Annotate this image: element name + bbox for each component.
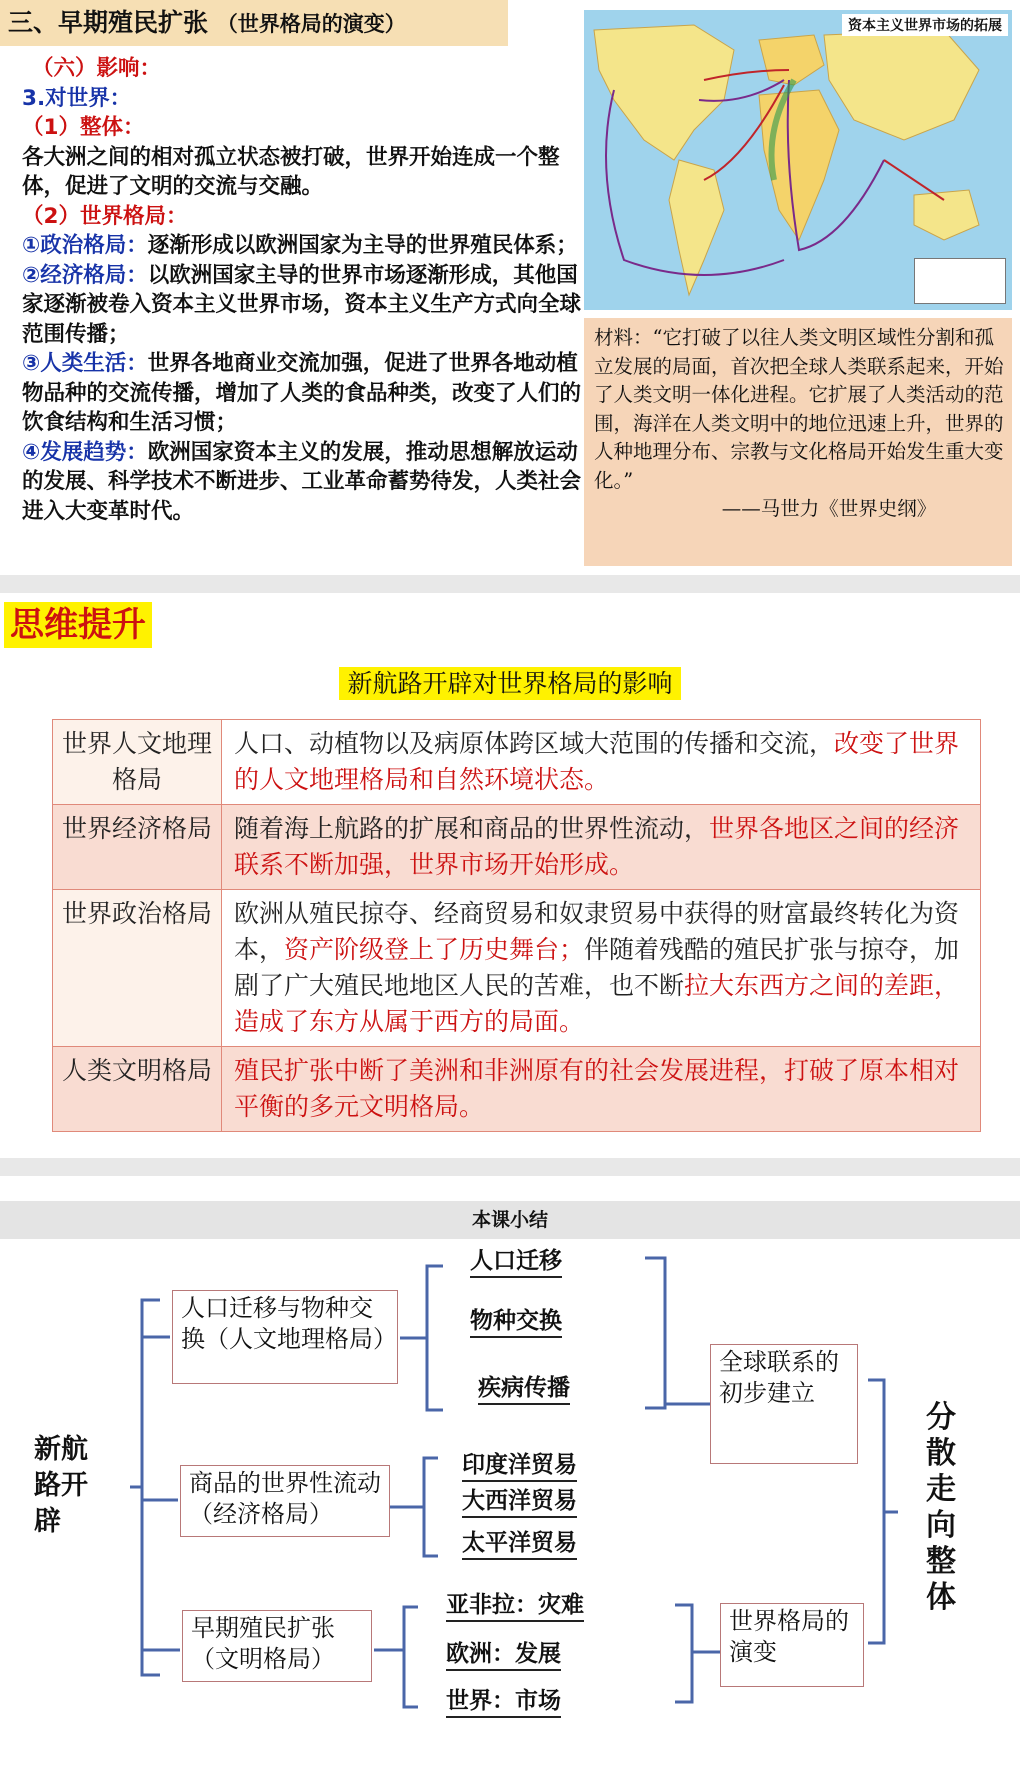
impact-heading: （六）影响： [32,56,162,81]
item-label: ③人类生活： [22,351,148,376]
map-title: 资本主义世界市场的拓展 [842,14,1008,36]
group-box-colonial: 早期殖民扩张（文明格局） [182,1610,372,1682]
leaf-atlantic-trade: 大西洋贸易 [462,1486,577,1518]
row-key: 世界政治格局 [53,890,222,1047]
quote-author: ——马世力《世界史纲》 [721,497,937,520]
value-highlight: 资产阶级登上了历史舞台； [284,935,585,964]
value-normal: 欧洲从殖民掠夺、经商贸易和奴隶贸易中获得的财富最终转化为资本， [234,899,960,964]
whole-text: 各大洲之间的相对孤立状态被打破，世界开始连成一个整体，促进了文明的交流与交融。 [22,144,560,199]
leaf-pacific-trade: 太平洋贸易 [462,1528,577,1560]
leaf-disease-spread: 疾病传播 [478,1373,570,1405]
leaf-population-migration: 人口迁移 [470,1246,562,1278]
item-text: 逐渐形成以欧洲国家为主导的世界殖民体系； [147,233,578,258]
final-node: 分散走向整体 [926,1400,956,1615]
root-node: 新航路开辟 [34,1434,88,1537]
leaf-species-exchange: 物种交换 [470,1306,562,1338]
leaf-europe: 欧洲：发展 [446,1639,561,1671]
row-key: 人类文明格局 [53,1047,222,1132]
row-key: 世界经济格局 [53,805,222,890]
leaf-world: 世界：市场 [446,1686,561,1718]
to-world-label: 3.对世界： [22,85,132,111]
leaf-indian-ocean-trade: 印度洋贸易 [462,1450,577,1482]
value-highlight: 拉大东西方之间的差距，造成了东方从属于西方的局面。 [234,971,960,1036]
row-key: 世界人文地理格局 [53,720,222,805]
value-normal: 伴随着残酷的殖民扩张与掠夺，加剧了广大殖民地地区人民的苦难，也不断 [234,935,960,1000]
group-box-commodity: 商品的世界性流动（经济格局） [180,1465,390,1537]
mid-node-world-pattern: 世界格局的演变 [720,1603,864,1687]
item-text: 世界各地商业交流加强，促进了世界各地动植物品种的交流传播，增加了人类的食品种类，改变了人们的饮食结构和生活习惯； [22,351,582,435]
title-sub: （世界格局的演变） [216,12,406,36]
summary-bar: 本课小结 [0,1201,1020,1239]
mid-node-global-link: 全球联系的初步建立 [710,1344,858,1464]
value-highlight: 世界各地区之间的经济联系不断加强，世界市场开始形成。 [234,814,960,879]
title-main: 三、早期殖民扩张 [8,8,209,37]
pattern-heading: （2）世界格局： [22,203,188,229]
item-text: 以欧洲国家主导的世界市场逐渐形成，其他国家逐渐被卷入资本主义世界市场，资本主义生产方式向全球范围传播； [22,262,582,347]
quote-text: 材料：“它打破了以往人类文明区域性分割和孤立发展的局面，首次把全球人类联系起来，开始了人类文明一体化进程。它扩展了人类活动的范围，海洋在人类文明中的地位迅速上升，世界的人种地理分布、宗教与文化格局开始发生重大变化。” [594,326,1004,492]
value-normal: 随着海上航路的扩展和商品的世界性流动， [234,814,710,843]
value-highlight: 改变了世界的人文地理格局和自然环境状态。 [234,729,960,794]
caption-text: 新航路开辟对世界格局的影响 [339,667,680,700]
group-box-population: 人口迁移与物种交换（人文地理格局） [172,1290,398,1384]
leaf-asia-africa-latin: 亚非拉：灾难 [446,1590,584,1622]
value-normal: 人口、动植物以及病原体跨区域大范围的传播和交流， [234,729,835,758]
item-text: 欧洲国家资本主义的发展，推动思想解放运动的发展、科学技术不断进步、工业革命蓄势待发，人类社会进入大变革时代。 [22,439,582,524]
whole-heading-text: （1）整体： [22,115,145,140]
item-label: ④发展趋势： [22,439,148,465]
item-label: ②经济格局： [22,262,148,288]
value-highlight: 殖民扩张中断了美洲和非洲原有的社会发展进程，打破了原本相对平衡的多元文明格局。 [234,1056,960,1121]
thinking-heading: 思维提升 [4,602,152,648]
item-label: ①政治格局： [22,233,148,258]
